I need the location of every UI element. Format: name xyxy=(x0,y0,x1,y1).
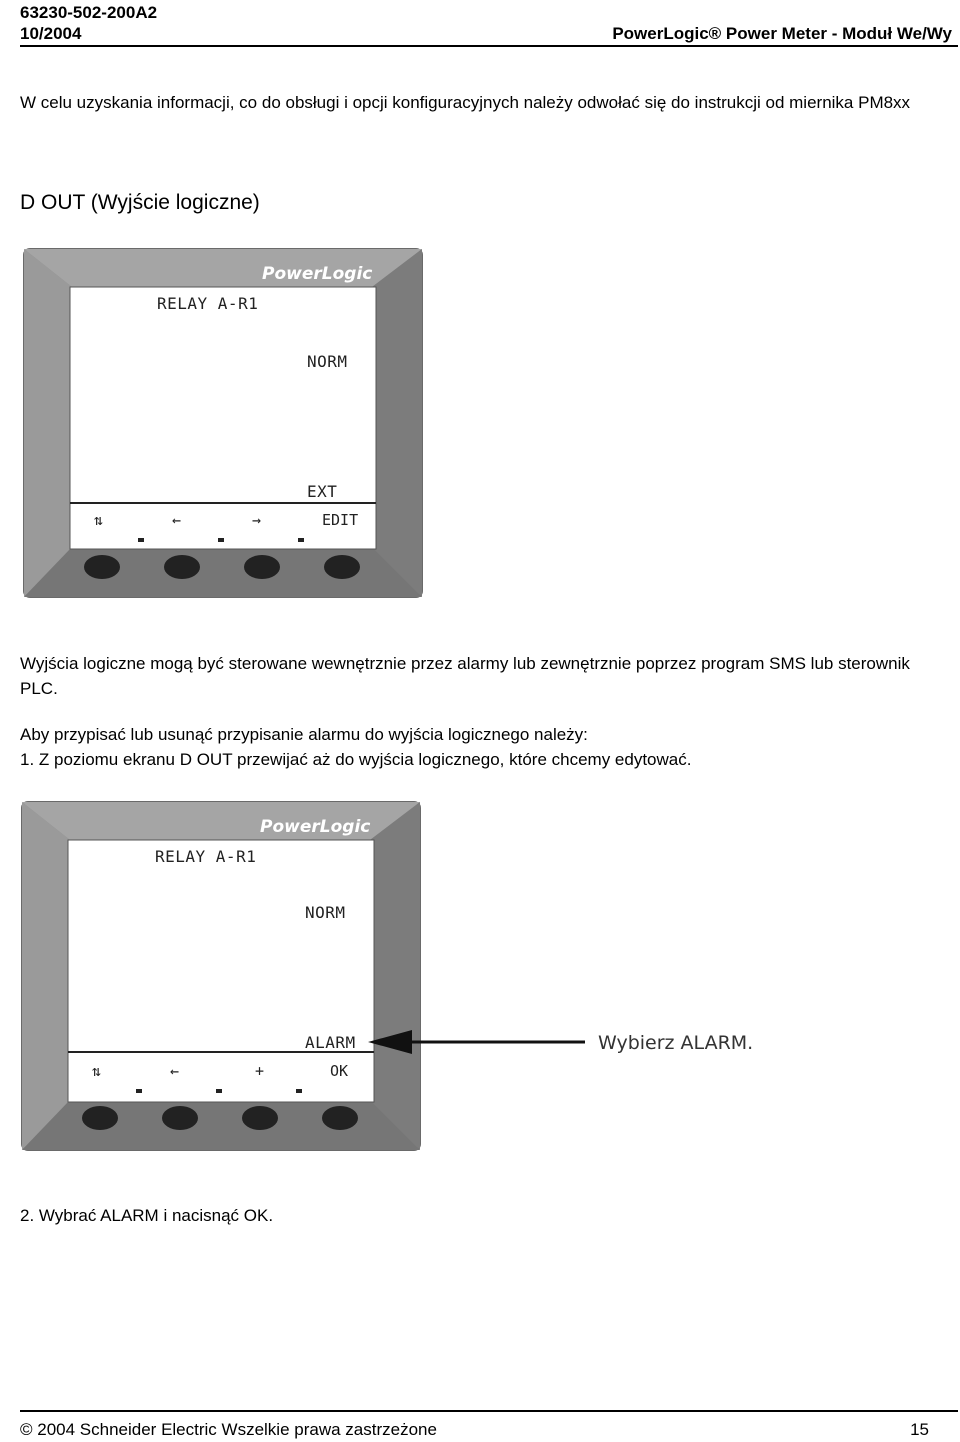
meter1-button-4[interactable] xyxy=(324,555,360,579)
meter2-button-4[interactable] xyxy=(322,1106,358,1130)
lcd-mode-value: NORM xyxy=(307,352,348,371)
footer-rule xyxy=(20,1410,958,1412)
softkey-up-label: ⇅ xyxy=(94,511,104,529)
meter1-button-1[interactable] xyxy=(84,555,120,579)
intro-paragraph: W celu uzyskania informacji, co do obsługi i opcji konfiguracyjnych należy odwołać się do instrukcji od miernika PM8xx xyxy=(20,93,911,112)
softkey-left-label: ← xyxy=(172,511,182,529)
brand-logo: PowerLogic xyxy=(262,264,373,284)
section-title: D OUT (Wyjście logiczne) xyxy=(20,191,260,214)
lcd-relay-label: RELAY A-R1 xyxy=(157,294,259,313)
brand-logo: PowerLogic xyxy=(260,817,371,837)
softkey-right-label: → xyxy=(252,511,262,529)
meter-image-2 xyxy=(20,800,760,1152)
description-paragraph: Wyjścia logiczne mogą być sterowane wewnętrznie przez alarmy lub zewnętrznie poprzez program SMS lub sterownik PLC. xyxy=(20,654,910,698)
softkey-edit-label: EDIT xyxy=(322,511,359,529)
header-title: PowerLogic® Power Meter - Moduł We/Wy xyxy=(612,24,952,43)
doc-number: 63230-502-200A2 xyxy=(20,3,158,22)
meter2-button-1[interactable] xyxy=(82,1106,118,1130)
softkey-ok-label: OK xyxy=(330,1062,349,1080)
header-doc-info xyxy=(20,2,157,44)
lcd-mode-value: NORM xyxy=(305,903,346,922)
step-2: 2. Wybrać ALARM i nacisnąć OK. xyxy=(20,1206,274,1225)
instruction-intro: Aby przypisać lub usunąć przypisanie alarmu do wyjścia logicznego należy: xyxy=(20,725,588,744)
softkey-left-label: ← xyxy=(170,1062,180,1080)
softkey-up-label: ⇅ xyxy=(92,1062,102,1080)
doc-date: 10/2004 xyxy=(20,24,82,43)
step-1: 1. Z poziomu ekranu D OUT przewijać aż do wyjścia logicznego, które chcemy edytować. xyxy=(20,750,692,769)
lcd-option-alarm: ALARM xyxy=(305,1033,356,1052)
meter2-button-3[interactable] xyxy=(242,1106,278,1130)
callout-text: Wybierz ALARM. xyxy=(598,1032,754,1054)
header-rule xyxy=(20,45,958,47)
meter2-button-2[interactable] xyxy=(162,1106,198,1130)
meter1-button-2[interactable] xyxy=(164,555,200,579)
footer-copyright: © 2004 Schneider Electric Wszelkie prawa zastrzeżone xyxy=(20,1420,437,1439)
meter-image-1 xyxy=(22,247,424,599)
page-number: 15 xyxy=(910,1420,929,1439)
meter1-button-3[interactable] xyxy=(244,555,280,579)
lcd-relay-label: RELAY A-R1 xyxy=(155,847,257,866)
softkey-plus-label: + xyxy=(255,1062,265,1080)
lcd-option-ext: EXT xyxy=(307,482,338,501)
